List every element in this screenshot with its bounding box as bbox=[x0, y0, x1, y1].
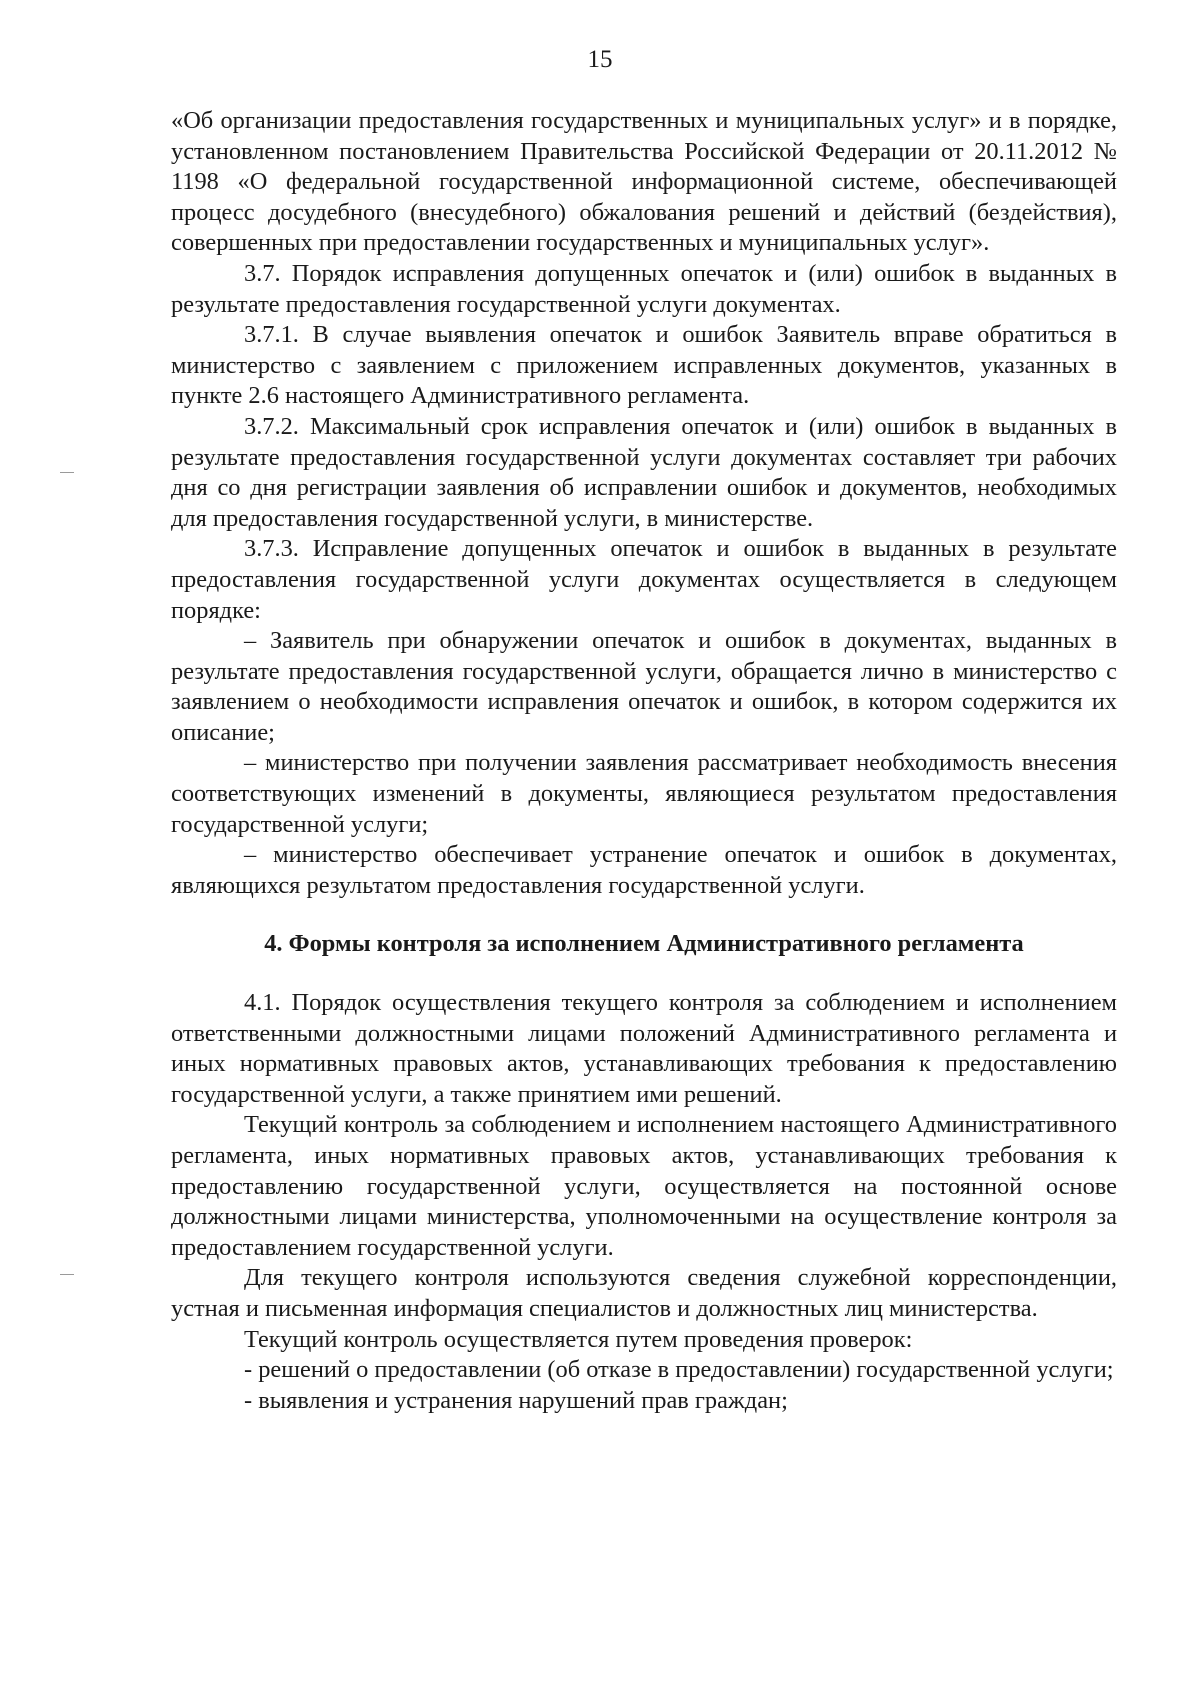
paragraph-3-7-1: 3.7.1. В случае выявления опечаток и ошибок Заявитель вправе обратиться в министерство с заявлением с приложением исправленных документов, указанных в пункте 2.6 настоящего Административного регламента. bbox=[171, 321, 1117, 410]
paragraph: «Об организации предоставления государственных и муниципальных услуг» и в порядке, установленном постановлением Правительства Российской Федерации от 20.11.2012 № 1198 «О федеральной государственной информационной системе, обеспечивающей процесс досудебного (внесудебного) обжалования решений и действий (бездействия), совершенных при предоставлении государственных и муниципальных услуг». bbox=[171, 107, 1117, 257]
paragraph: Текущий контроль за соблюдением и исполнением настоящего Административного регламента, иных нормативных правовых актов, устанавливающих требования к предоставлению государственной услуги, осуществляется на постоянной основе должностными лицами министерства, уполномоченными на осуществление контроля за предоставлением государственной услуги. bbox=[171, 1111, 1117, 1261]
list-item: - решений о предоставлении (об отказе в предоставлении) государственной услуги; bbox=[244, 1356, 1114, 1384]
paragraph-3-7-2: 3.7.2. Максимальный срок исправления опечаток и (или) ошибок в выданных в результате предоставления государственной услуги документах составляет три рабочих дня со дня регистрации заявления об исправлении ошибок и документов, необходимых для предоставления государственной услуги, в министерстве. bbox=[171, 412, 1117, 532]
paragraph: Текущий контроль осуществляется путем проведения проверок: bbox=[244, 1325, 913, 1353]
page-number: 15 bbox=[587, 46, 613, 73]
paragraph-3-7: 3.7. Порядок исправления допущенных опечаток и (или) ошибок в выданных в результате предоставления государственной услуги документах. bbox=[171, 259, 1117, 318]
paragraph-4-1: 4.1. Порядок осуществления текущего контроля за соблюдением и исполнением ответственными должностными лицами положений Административного регламента и иных нормативных правовых актов, устанавливающих требования к предоставлению государственной услуги, а также принятием ими решений. bbox=[171, 989, 1117, 1108]
scan-margin-mark bbox=[60, 472, 74, 473]
scan-margin-mark bbox=[60, 1274, 74, 1275]
list-item: – министерство при получении заявления рассматривает необходимость внесения соответствующих изменений в документы, являющиеся результатом предоставления государственной услуги; bbox=[171, 749, 1117, 838]
list-item: - выявления и устранения нарушений прав граждан; bbox=[244, 1386, 788, 1414]
section-heading: 4. Формы контроля за исполнением Административного регламента bbox=[264, 930, 1024, 958]
list-item: – министерство обеспечивает устранение опечаток и ошибок в документах, являющихся результатом предоставления государственной услуги. bbox=[171, 841, 1117, 899]
paragraph-3-7-3: 3.7.3. Исправление допущенных опечаток и ошибок в выданных в результате предоставления государственной услуги документах осуществляется в следующем порядке: bbox=[171, 535, 1117, 624]
document-body bbox=[171, 106, 1117, 1416]
paragraph: Для текущего контроля используются сведения служебной корреспонденции, устная и письменная информация специалистов и должностных лиц министерства. bbox=[171, 1264, 1117, 1322]
list-item: – Заявитель при обнаружении опечаток и ошибок в документах, выданных в результате предоставления государственной услуги, обращается лично в министерство с заявлением о необходимости исправления опечаток и ошибок, в котором содержится их описание; bbox=[171, 627, 1117, 746]
